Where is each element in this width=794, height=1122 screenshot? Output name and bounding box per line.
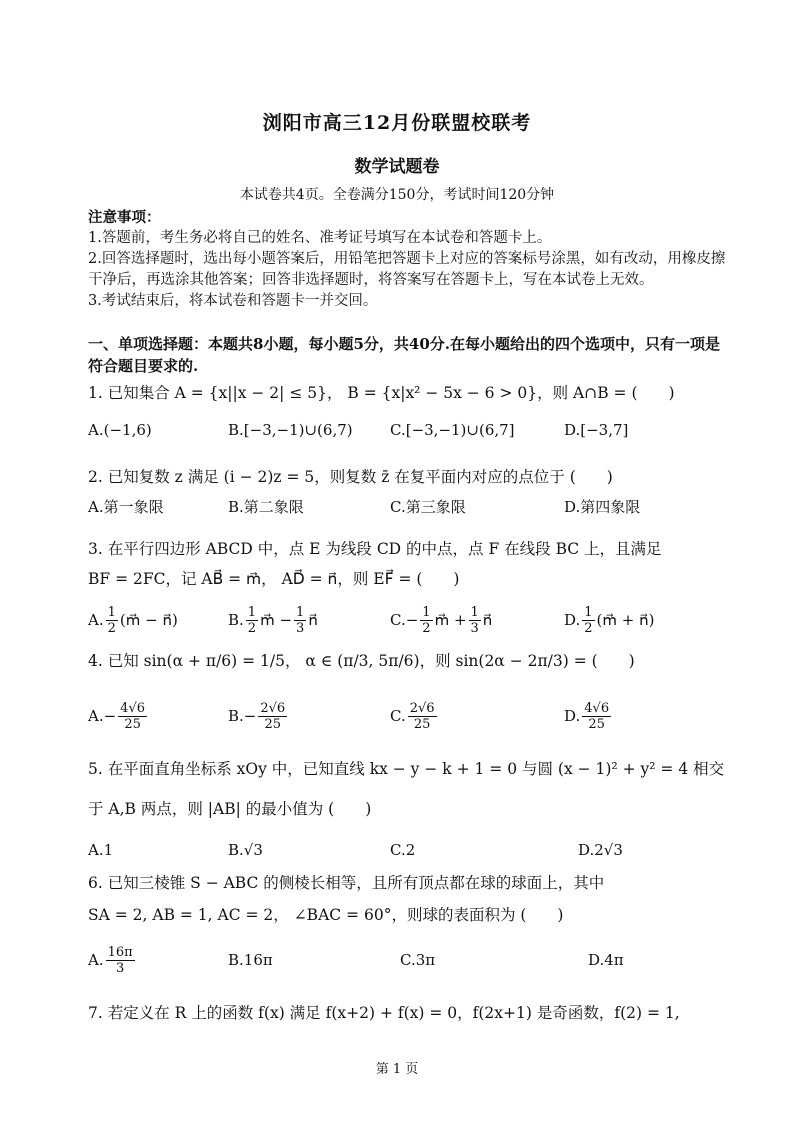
page-number: 第 1 页	[375, 1062, 419, 1077]
fraction: $\frac{1}{2}$	[422, 604, 431, 636]
q2-option-a: A.第一象限	[88, 497, 164, 516]
question-1: 1. 已知集合 A = {x||x − 2| ≤ 5}， B = {x|x² − 5x − 6 > 0}，则 A∩B = ( )	[88, 384, 675, 402]
notice-item-3: 3.考试结束后，将本试卷和答题卡一并交回。	[88, 293, 378, 309]
question-5: 5. 在平面直角坐标系 xOy 中，已知直线 kx − y − k + 1 = 0 与圆 (x − 1)² + y² = 4 相交	[88, 760, 725, 778]
question-1-options	[88, 410, 738, 450]
q1-option-d: D.[−3,7]	[564, 421, 629, 439]
question-2: 2. 已知复数 z 满足 (i − 2)z = 5，则复数 z̄ 在复平面内对应的点位于 ( )	[88, 468, 613, 486]
question-5-options	[88, 830, 738, 870]
q5-option-d: D.2√3	[578, 841, 623, 859]
question-6: 6. 已知三棱锥 S − ABC 的侧棱长相等，且所有顶点都在球的球面上，其中	[88, 874, 605, 892]
fraction: $\frac{1}{3}$	[296, 604, 305, 636]
q5-option-b: B.√3	[228, 841, 263, 859]
q6-option-c: C.3π	[400, 951, 436, 969]
q5-option-c: C.2	[390, 841, 416, 859]
notice-item-2: 2.回答选择题时，选出每小题答案后，用铅笔把答题卡上对应的答案标号涂黑，如有改动，用橡皮擦干净后，再选涂其他答案；回答非选择题时，将答案写在答题卡上，写在本试卷上无效。	[88, 251, 726, 288]
fraction: $\frac{1}{3}$	[470, 604, 479, 636]
notice-item-1: 1.答题前，考生务必将自己的姓名、准考证号填写在本试卷和答题卡上。	[88, 230, 552, 246]
q3-option-a: A. $\frac{1}{2}$ (m⃗ − n⃗)	[88, 604, 178, 636]
fraction: $\frac{1}{2}$	[247, 604, 257, 636]
q3-option-b: B. $\frac{1}{2}$ m⃗ − $\frac{1}{3}$ n⃗	[228, 604, 318, 636]
q3-option-c: C.− $\frac{1}{2}$ m⃗ + $\frac{1}{3}$ n⃗	[390, 604, 493, 636]
exam-subtitle: 数学试题卷	[354, 157, 440, 177]
question-5-line-2: 于 A,B 两点，则 |AB| 的最小值为 ( )	[88, 800, 372, 818]
fraction: $\frac{4√6}{25}$	[120, 700, 145, 732]
fraction: $\frac{2√6}{25}$	[409, 700, 435, 732]
q4-option-c: C. $\frac{2√6}{25}$	[390, 700, 435, 732]
notice-head: 注意事项：	[88, 209, 161, 226]
q6-option-a: A. $\frac{16\pi}{3}$	[88, 944, 133, 976]
q3-option-d: D. $\frac{1}{2}$ (m⃗ + n⃗)	[564, 604, 655, 636]
question-3-options	[88, 600, 738, 640]
section-single-choice: 一、单项选择题：本题共8小题，每小题5分，共40分.在每小题给出的四个选项中，只有一项是符合题目要求的.	[88, 335, 720, 375]
q4-option-d: D. $\frac{4√6}{25}$	[564, 700, 610, 732]
question-2-options	[88, 486, 738, 526]
q1-option-a: A.(−1,6)	[88, 421, 152, 439]
fraction: $\frac{1}{2}$	[107, 604, 116, 636]
exam-title: 浏阳市高三12月份联盟校联考	[262, 112, 532, 134]
question-4-options	[88, 696, 738, 736]
q4-option-b: B.− $\frac{2√6}{25}$	[228, 700, 286, 732]
q4-option-a: A.− $\frac{4√6}{25}$	[88, 700, 145, 732]
question-7: 7. 若定义在 R 上的函数 f(x) 满足 f(x+2) + f(x) = 0，f(2x+1) 是奇函数，f(2) = 1,	[88, 1004, 680, 1022]
question-4: 4. 已知 sin(α + π/6) = 1/5， α ∈ (π/3, 5π/6)，则 sin(2α − 2π/3) = ( )	[88, 652, 635, 670]
fraction: $\frac{16\pi}{3}$	[107, 944, 133, 976]
fraction: $\frac{1}{2}$	[584, 604, 593, 636]
q1-option-b: B.[−3,−1)∪(6,7)	[228, 421, 353, 439]
q6-option-b: B.16π	[228, 951, 273, 969]
question-6-line-2: SA = 2, AB = 1, AC = 2， ∠BAC = 60°，则球的表面积为 ( )	[88, 906, 564, 924]
q6-option-d: D.4π	[588, 951, 624, 969]
q1-option-c: C.[−3,−1)∪(6,7]	[390, 421, 515, 439]
question-3: 3. 在平行四边形 ABCD 中，点 E 为线段 CD 的中点，点 F 在线段 BC 上，且满足	[88, 540, 662, 558]
fraction: $\frac{4√6}{25}$	[584, 700, 610, 732]
fraction: $\frac{2√6}{25}$	[260, 700, 286, 732]
q5-option-a: A.1	[88, 841, 114, 859]
question-3-line-2: BF = 2FC，记 AB⃗ = m⃗， AD⃗ = n⃗，则 EF⃗ = ( )	[88, 570, 460, 588]
notice-block	[88, 207, 728, 312]
q2-option-d: D.第四象限	[564, 497, 641, 516]
q2-option-b: B.第二象限	[228, 497, 304, 516]
q2-option-c: C.第三象限	[390, 497, 466, 516]
exam-meta: 本试卷共4页。全卷满分150分，考试时间120分钟	[239, 187, 555, 203]
question-6-options	[88, 940, 738, 980]
